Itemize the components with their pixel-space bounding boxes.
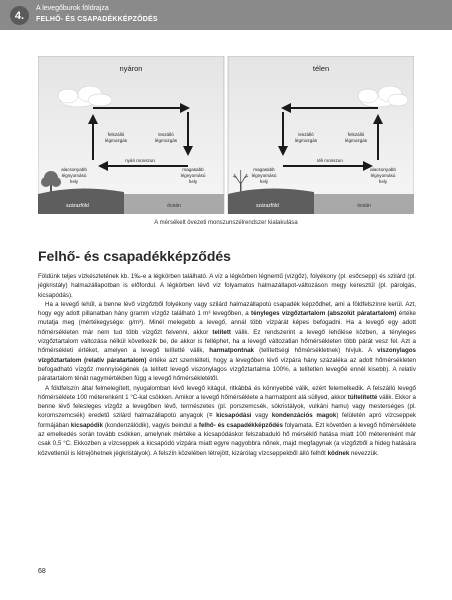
winter-ocean-label: óceán — [357, 203, 371, 209]
summer-downdraft-label-1: leszálló — [158, 132, 174, 137]
summer-low-pressure-label-2: légnyomású — [61, 173, 87, 178]
winter-high-pressure-label-2: légnyomású — [251, 173, 277, 178]
summer-title: nyáron — [119, 64, 143, 73]
page-header — [0, 0, 452, 30]
summer-low-pressure-label-3: hely — [69, 179, 79, 184]
bold-term: harmatpontnak — [209, 347, 254, 355]
page-number: 68 — [38, 568, 46, 575]
text-run: ) felületén apró vízcseppek formájában — [38, 412, 416, 429]
section-heading: Felhő- és csapadékképződés — [38, 248, 231, 264]
summer-land — [38, 188, 124, 214]
summer-low-pressure-label-1: alacsonyabb — [61, 167, 87, 172]
winter-high-pressure-label-3: hely — [259, 179, 269, 184]
winter-low-pressure-label-2: légnyomású — [370, 173, 396, 178]
bold-term: viszonylagos vízgőztartalom (relatív páratartalom) — [38, 347, 416, 364]
figure-caption: A mérsékelt övezeti monszunszélrendszer kialakulása — [154, 220, 298, 226]
winter-downdraft-label-2: légmozgás — [294, 138, 318, 143]
text-run: értéke mutatja meg (mértékegysége: g/m³). Minél melegebb a levegő, annál több vízpárát képes befogadni. Ha a levegő egy adott hőmérsékleten már nem tud több vízgőzt felvenni, akkor — [38, 310, 416, 336]
winter-panel — [228, 56, 414, 214]
paragraph-1 — [38, 272, 416, 300]
text-run: vagy — [251, 412, 272, 420]
text-run: nevezzük. — [349, 449, 379, 457]
summer-land-label: szárazföld — [66, 203, 89, 209]
text-run: (kondenzálódik), vagyis beindul a — [102, 421, 199, 429]
text-run: válik. Ekkor a benne lévő felesleges vízgőz a levegőben lévő, természetes (pl. porszemcsék, sókristályok, vulkáni hamu) vagy mesterséges (pl. koromszemcsék) eredetű szilárd halmazállapotú anyagok ( — [38, 393, 416, 420]
text-run: válik. Ez rendszerint a levegő lehűlése közben, a tényleges vízgőztartalom változása nélkül következik be, de akkor is felléphet, ha a levegő változatlan hőmérsékleten több párát vesz fel. Azt a hőmérsékleti értéket, amelyen a levegő telítetté válik, — [38, 328, 416, 355]
winter-monsoon-label: téli monszun — [317, 158, 343, 163]
winter-title: télen — [312, 64, 330, 73]
winter-updraft-label-1: felszálló — [347, 132, 365, 137]
summer-monsoon-label: nyári monszun — [125, 158, 155, 163]
paragraph-2 — [38, 300, 416, 384]
winter-low-pressure-label-3: hely — [378, 179, 388, 184]
text-run: Ha a levegő lehűl, a benne lévő vízgőzből folyékony vagy szilárd halmazállapotú csapadék képződhet, ami a földfelszínre kerül. Azt, hogy egy adott pillanatban hány gramm vízgőz található 1 m³ levegőben, a — [38, 300, 416, 318]
chapter-title: A levegőburok földrajza — [36, 5, 109, 12]
bold-term: telített — [212, 328, 231, 336]
section-title: FELHŐ- ÉS CSAPADÉKKÉPZŐDÉS — [36, 16, 158, 23]
winter-downdraft-label-1: leszálló — [298, 132, 314, 137]
summer-high-pressure-label-1: magasabb — [182, 167, 204, 172]
monsoon-diagram — [38, 56, 414, 214]
bold-term: kondenzációs magok — [271, 412, 337, 420]
summer-high-pressure-label-2: légnyomású — [180, 173, 206, 178]
summer-updraft-label-1: felszálló — [107, 132, 125, 137]
text-run: (telítettségi hőmérsékletnek) hívjuk. A — [254, 347, 378, 355]
summer-panel — [38, 56, 224, 214]
bold-term: túltelítetté — [347, 393, 378, 401]
bold-term: felhő- és csapadékképződés — [198, 421, 283, 429]
bold-term: kicsapódik — [70, 421, 103, 429]
text-run: értéke azt szemlélteti, hogy a levegőben lévő vízpára hány százaléka az adott hőmérsékleten befogadható vízgőz mennyiségének (a telített levegő viszonylagos vízgőztartalma 100%, a telítetlen levegőé ennél kisebb). A relatív páratartalom ténát nagymértékben függ a levegő hőmérsékletétől. — [38, 356, 416, 383]
chapter-number-badge: 4. — [10, 6, 29, 25]
text-run: A földfelszín által felmelegített, nyugalomban lévő levegő kitágul, ritkábbá és könnyebbé válik, ezért felemelkedik. A felszálló levegő hőmérséklete 100 méterenként 1 °C-kal csökken. Amikor a levegő hőmérséklete a harmatpont alá süllyed, akkor — [38, 384, 416, 401]
paragraph-3 — [38, 384, 416, 458]
text-run: Földünk teljes vízkészletének kb. 1‰-e a légkörben található. A víz a légkörben légnemű (vízgőz), folyékony (pl. esőcsepp) és szilárd (pl. jégkristály) halmazállapotban is előfordul. A légkörben lévő víz folyamatos halmazállapot-változáson megy keresztül (pl. párolgás, kicsapódás). — [38, 273, 416, 299]
winter-land — [228, 188, 314, 214]
summer-downdraft-label-2: légmozgás — [154, 138, 178, 143]
winter-high-pressure-label-1: magasabb — [253, 167, 275, 172]
winter-low-pressure-label-1: alacsonyabb — [370, 167, 396, 172]
bold-term: tényleges vízgőztartalom (abszolút páratartalom) — [251, 310, 397, 318]
winter-updraft-label-2: légmozgás — [344, 138, 368, 143]
text-run: folyamata. Ezt követően a levegő hőmérséklete az emelkedés során tovább csökken, amelynek mértéke a kicsapódáskor felszabaduló hő mérséklő hatása miatt 100 méterenként már csak 0,5 °C. Ekkozben a vízcseppek a kicsapódó vízpára miatt egyre nagyobbra nőnek, majd megfagynak (a vízgőzből a hideg hatására közvetlenül is létrejöhetnek jégkristályok). A felszín közelében létrejött, kizárólag vízcseppekből álló felhőt — [38, 421, 416, 457]
summer-high-pressure-label-3: hely — [188, 179, 198, 184]
bold-term: ködnek — [327, 449, 350, 457]
summer-updraft-label-2: légmozgás — [104, 138, 128, 143]
bold-term: = kicsapódási — [208, 412, 252, 420]
winter-land-label: szárazföld — [256, 203, 279, 209]
body-text — [38, 272, 416, 458]
summer-ocean-label: óceán — [167, 203, 181, 209]
